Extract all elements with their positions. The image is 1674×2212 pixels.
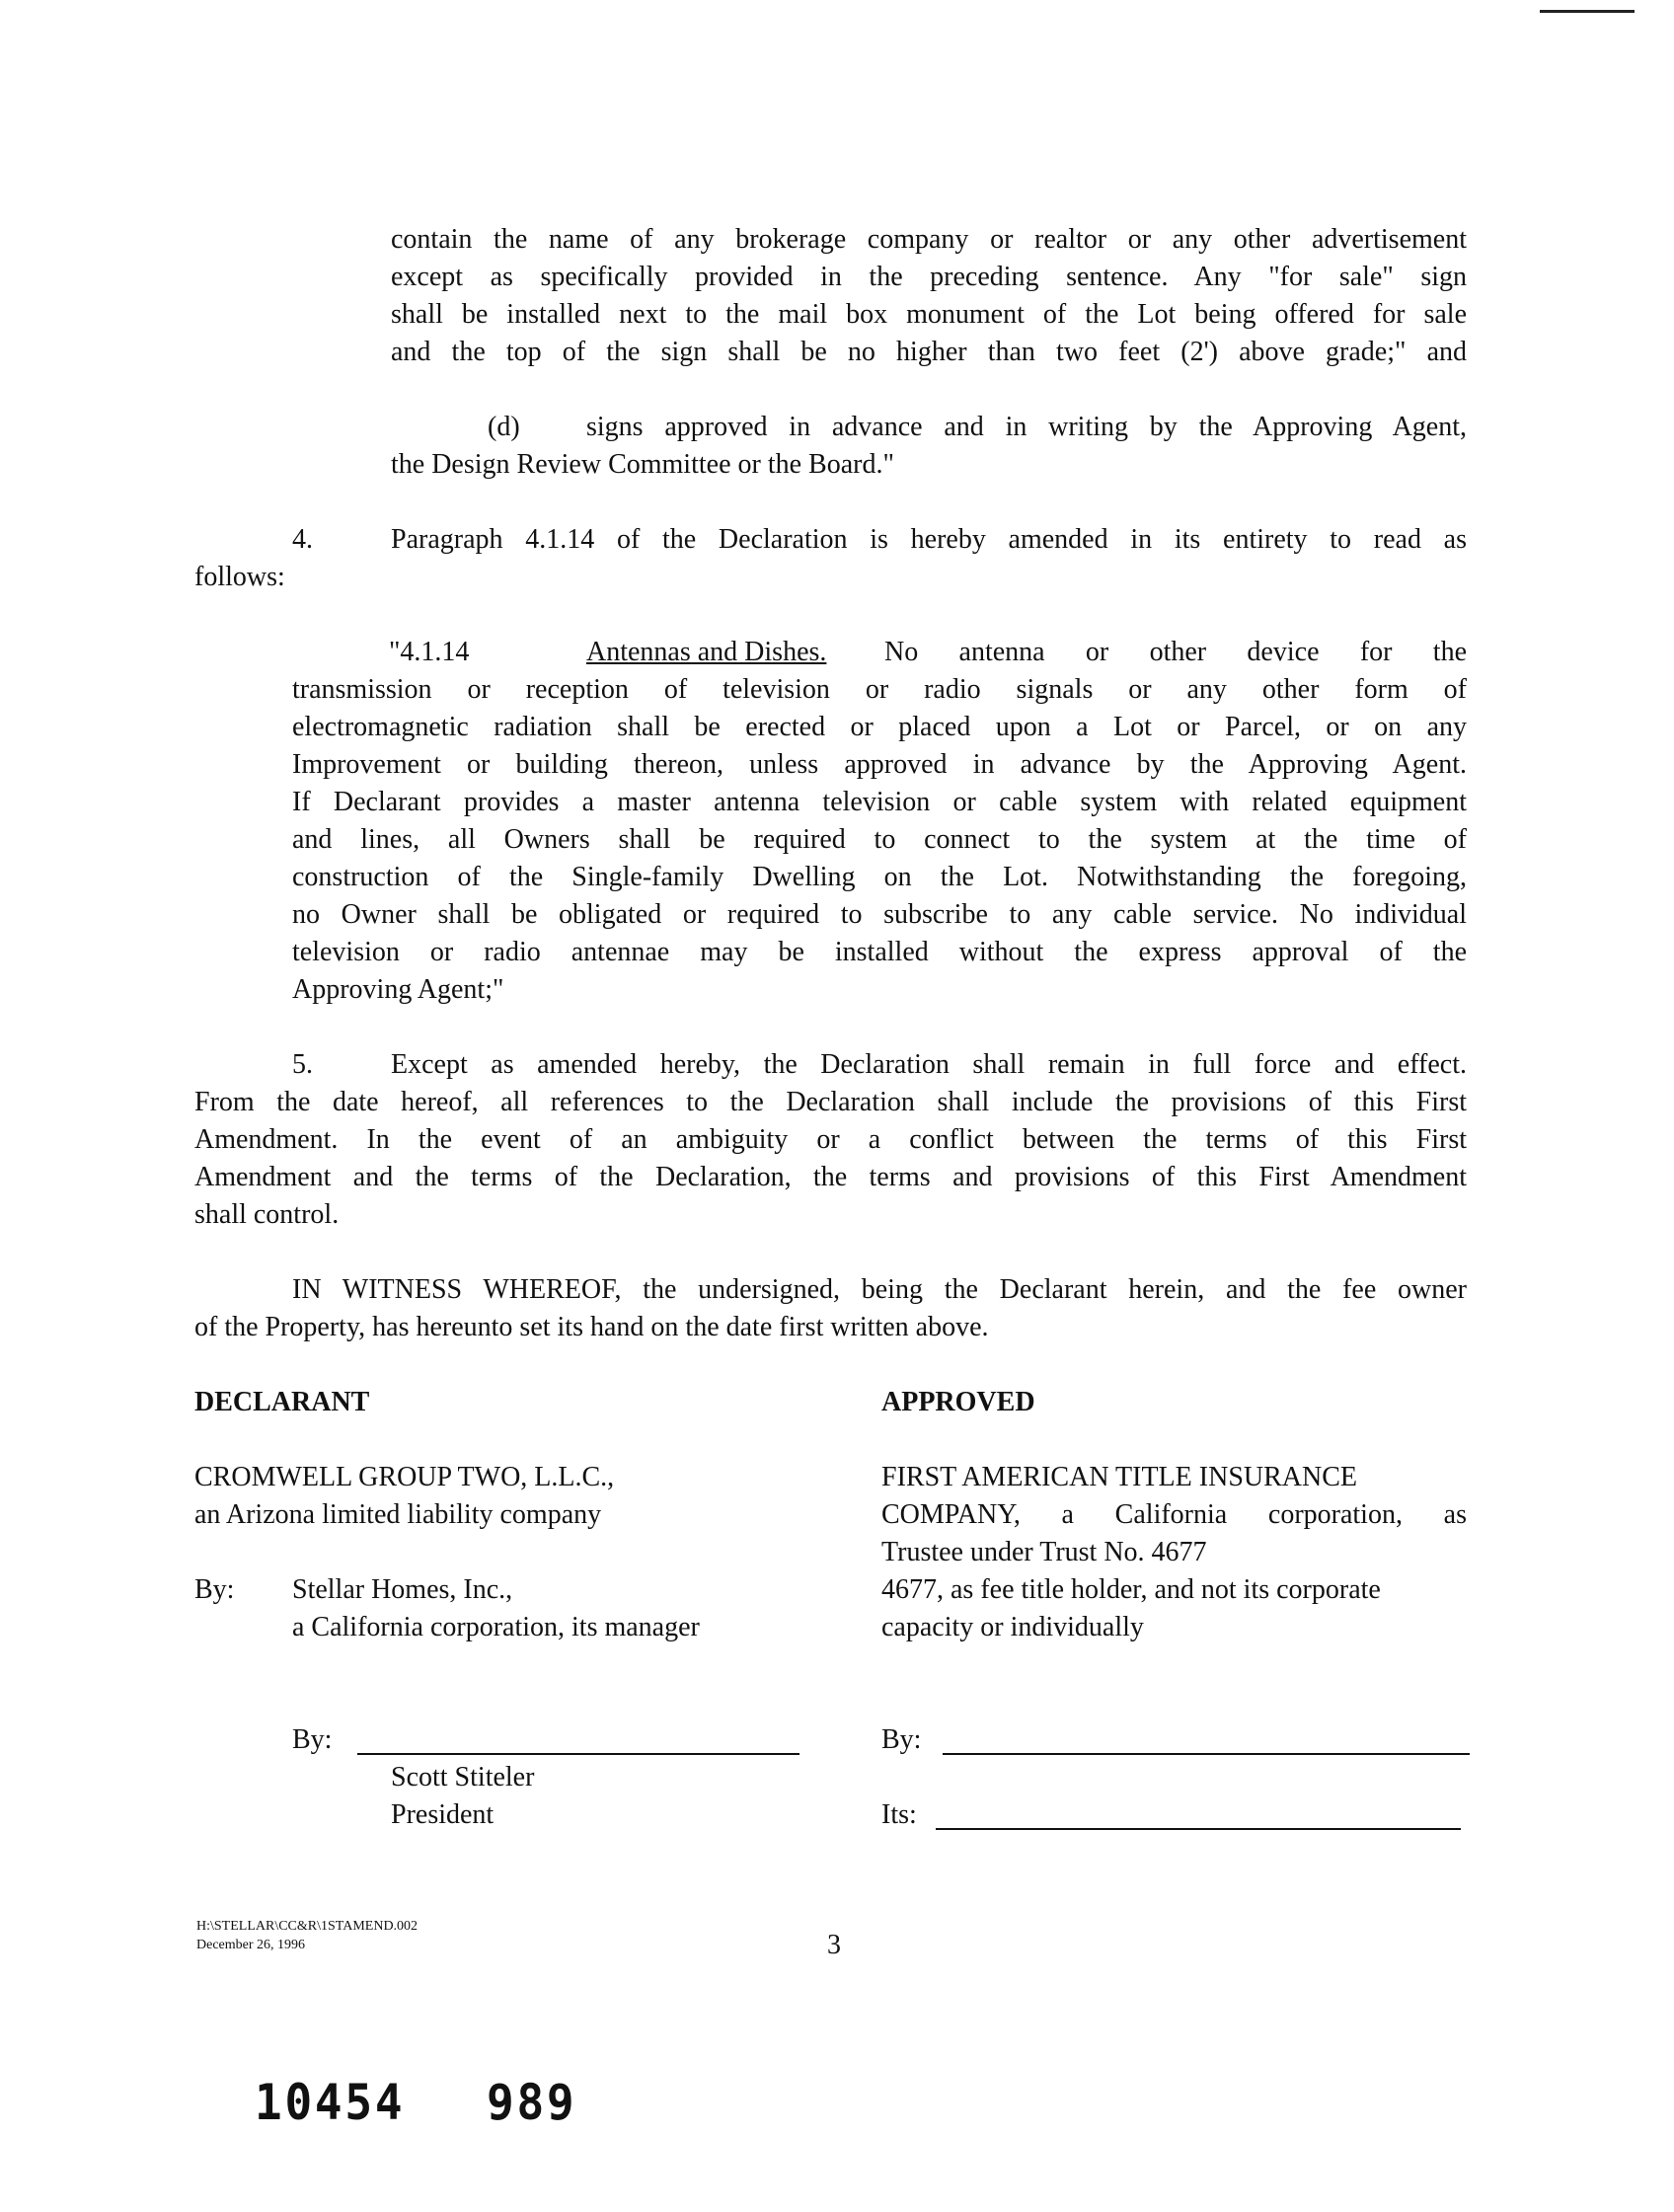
section-4-1-14-line: transmission or reception of television or radio signals or any other form of [292, 674, 1467, 705]
footer-file-path: H:\STELLAR\CC&R\1STAMEND.002 [196, 1919, 418, 1934]
item-d-line-1: signs approved in advance and in writing by the Approving Agent, [586, 412, 1467, 442]
approved-signature-line [943, 1753, 1470, 1755]
witness-line-2: of the Property, has hereunto set its hand on the date first written above. [194, 1312, 989, 1342]
para-5-line: shall control. [194, 1199, 340, 1230]
para-5-line-1: Except as amended hereby, the Declaration shall remain in full force and effect. [391, 1049, 1467, 1080]
section-4-1-14-line: no Owner shall be obligated or required to subscribe to any cable service. No individual [292, 899, 1467, 930]
declarant-manager-description: a California corporation, its manager [292, 1612, 700, 1642]
declarant-name: CROMWELL GROUP TWO, L.L.C., [194, 1462, 615, 1492]
declarant-signature-by-label: By: [292, 1724, 333, 1755]
item-d-line-2: the Design Review Committee or the Board." [391, 449, 894, 480]
declarant-heading: DECLARANT [194, 1387, 370, 1417]
approved-line-2: COMPANY, a California corporation, as [881, 1499, 1467, 1530]
section-4-1-14-line: electromagnetic radiation shall be erected or placed upon a Lot or Parcel, or on any [292, 712, 1467, 742]
section-4-1-14-line: television or radio antennae may be installed without the express approval of the [292, 937, 1467, 967]
section-4-1-14-line: Improvement or building thereon, unless approved in advance by the Approving Agent. [292, 749, 1467, 780]
carryover-line-2: except as specifically provided in the preceding sentence. Any "for sale" sign [391, 262, 1467, 292]
carryover-line-3: shall be installed next to the mail box monument of the Lot being offered for sale [391, 299, 1467, 330]
para-5-line: Amendment. In the event of an ambiguity or a conflict between the terms of this First [194, 1124, 1467, 1155]
declarant-signer-title: President [391, 1799, 495, 1830]
approved-line-1: FIRST AMERICAN TITLE INSURANCE [881, 1462, 1358, 1492]
approved-its-label: Its: [881, 1799, 917, 1830]
declarant-manager-name: Stellar Homes, Inc., [292, 1574, 513, 1605]
recording-page-number: 989 [487, 2074, 577, 2131]
footer-date: December 26, 1996 [196, 1938, 306, 1952]
section-4-1-14-title: Antennas and Dishes. [586, 637, 827, 667]
witness-line-1: IN WITNESS WHEREOF, the undersigned, being the Declarant herein, and the fee owner [292, 1274, 1467, 1305]
page-number: 3 [827, 1930, 841, 1960]
section-4-1-14-line-1: No antenna or other device for the [884, 637, 1467, 667]
section-4-1-14-line: Approving Agent;" [292, 974, 504, 1005]
carryover-line-4: and the top of the sign shall be no higher than two feet (2') above grade;" and [391, 337, 1467, 367]
para-5-number: 5. [292, 1049, 313, 1080]
recording-book-number: 10454 [255, 2074, 406, 2131]
para-5-line: Amendment and the terms of the Declaration, the terms and provisions of this First Amendment [194, 1162, 1467, 1192]
approved-line-4: 4677, as fee title holder, and not its corporate [881, 1574, 1381, 1605]
carryover-line-1: contain the name of any brokerage company or realtor or any other advertisement [391, 224, 1467, 255]
section-4-1-14-line: and lines, all Owners shall be required to connect to the system at the time of [292, 824, 1467, 855]
scan-edge-mark [1540, 10, 1635, 13]
approved-line-3: Trustee under Trust No. 4677 [881, 1537, 1207, 1567]
para-4-line-2: follows: [194, 562, 285, 592]
declarant-signature-line [357, 1753, 799, 1755]
section-4-1-14-number: "4.1.14 [389, 637, 470, 667]
approved-signature-by-label: By: [881, 1724, 922, 1755]
para-5-line: From the date hereof, all references to the Declaration shall include the provisions of this First [194, 1087, 1467, 1117]
section-4-1-14-line: If Declarant provides a master antenna television or cable system with related equipment [292, 787, 1467, 817]
declarant-signer-name: Scott Stiteler [391, 1762, 535, 1792]
declarant-description: an Arizona limited liability company [194, 1499, 602, 1530]
approved-its-line [936, 1828, 1461, 1830]
para-4-line-1: Paragraph 4.1.14 of the Declaration is hereby amended in its entirety to read as [391, 524, 1467, 555]
declarant-by-label: By: [194, 1574, 235, 1605]
approved-heading: APPROVED [881, 1387, 1035, 1417]
approved-line-5: capacity or individually [881, 1612, 1144, 1642]
para-4-number: 4. [292, 524, 313, 555]
item-d-label: (d) [488, 412, 520, 442]
section-4-1-14-line: construction of the Single-family Dwelling on the Lot. Notwithstanding the foregoing, [292, 862, 1467, 892]
